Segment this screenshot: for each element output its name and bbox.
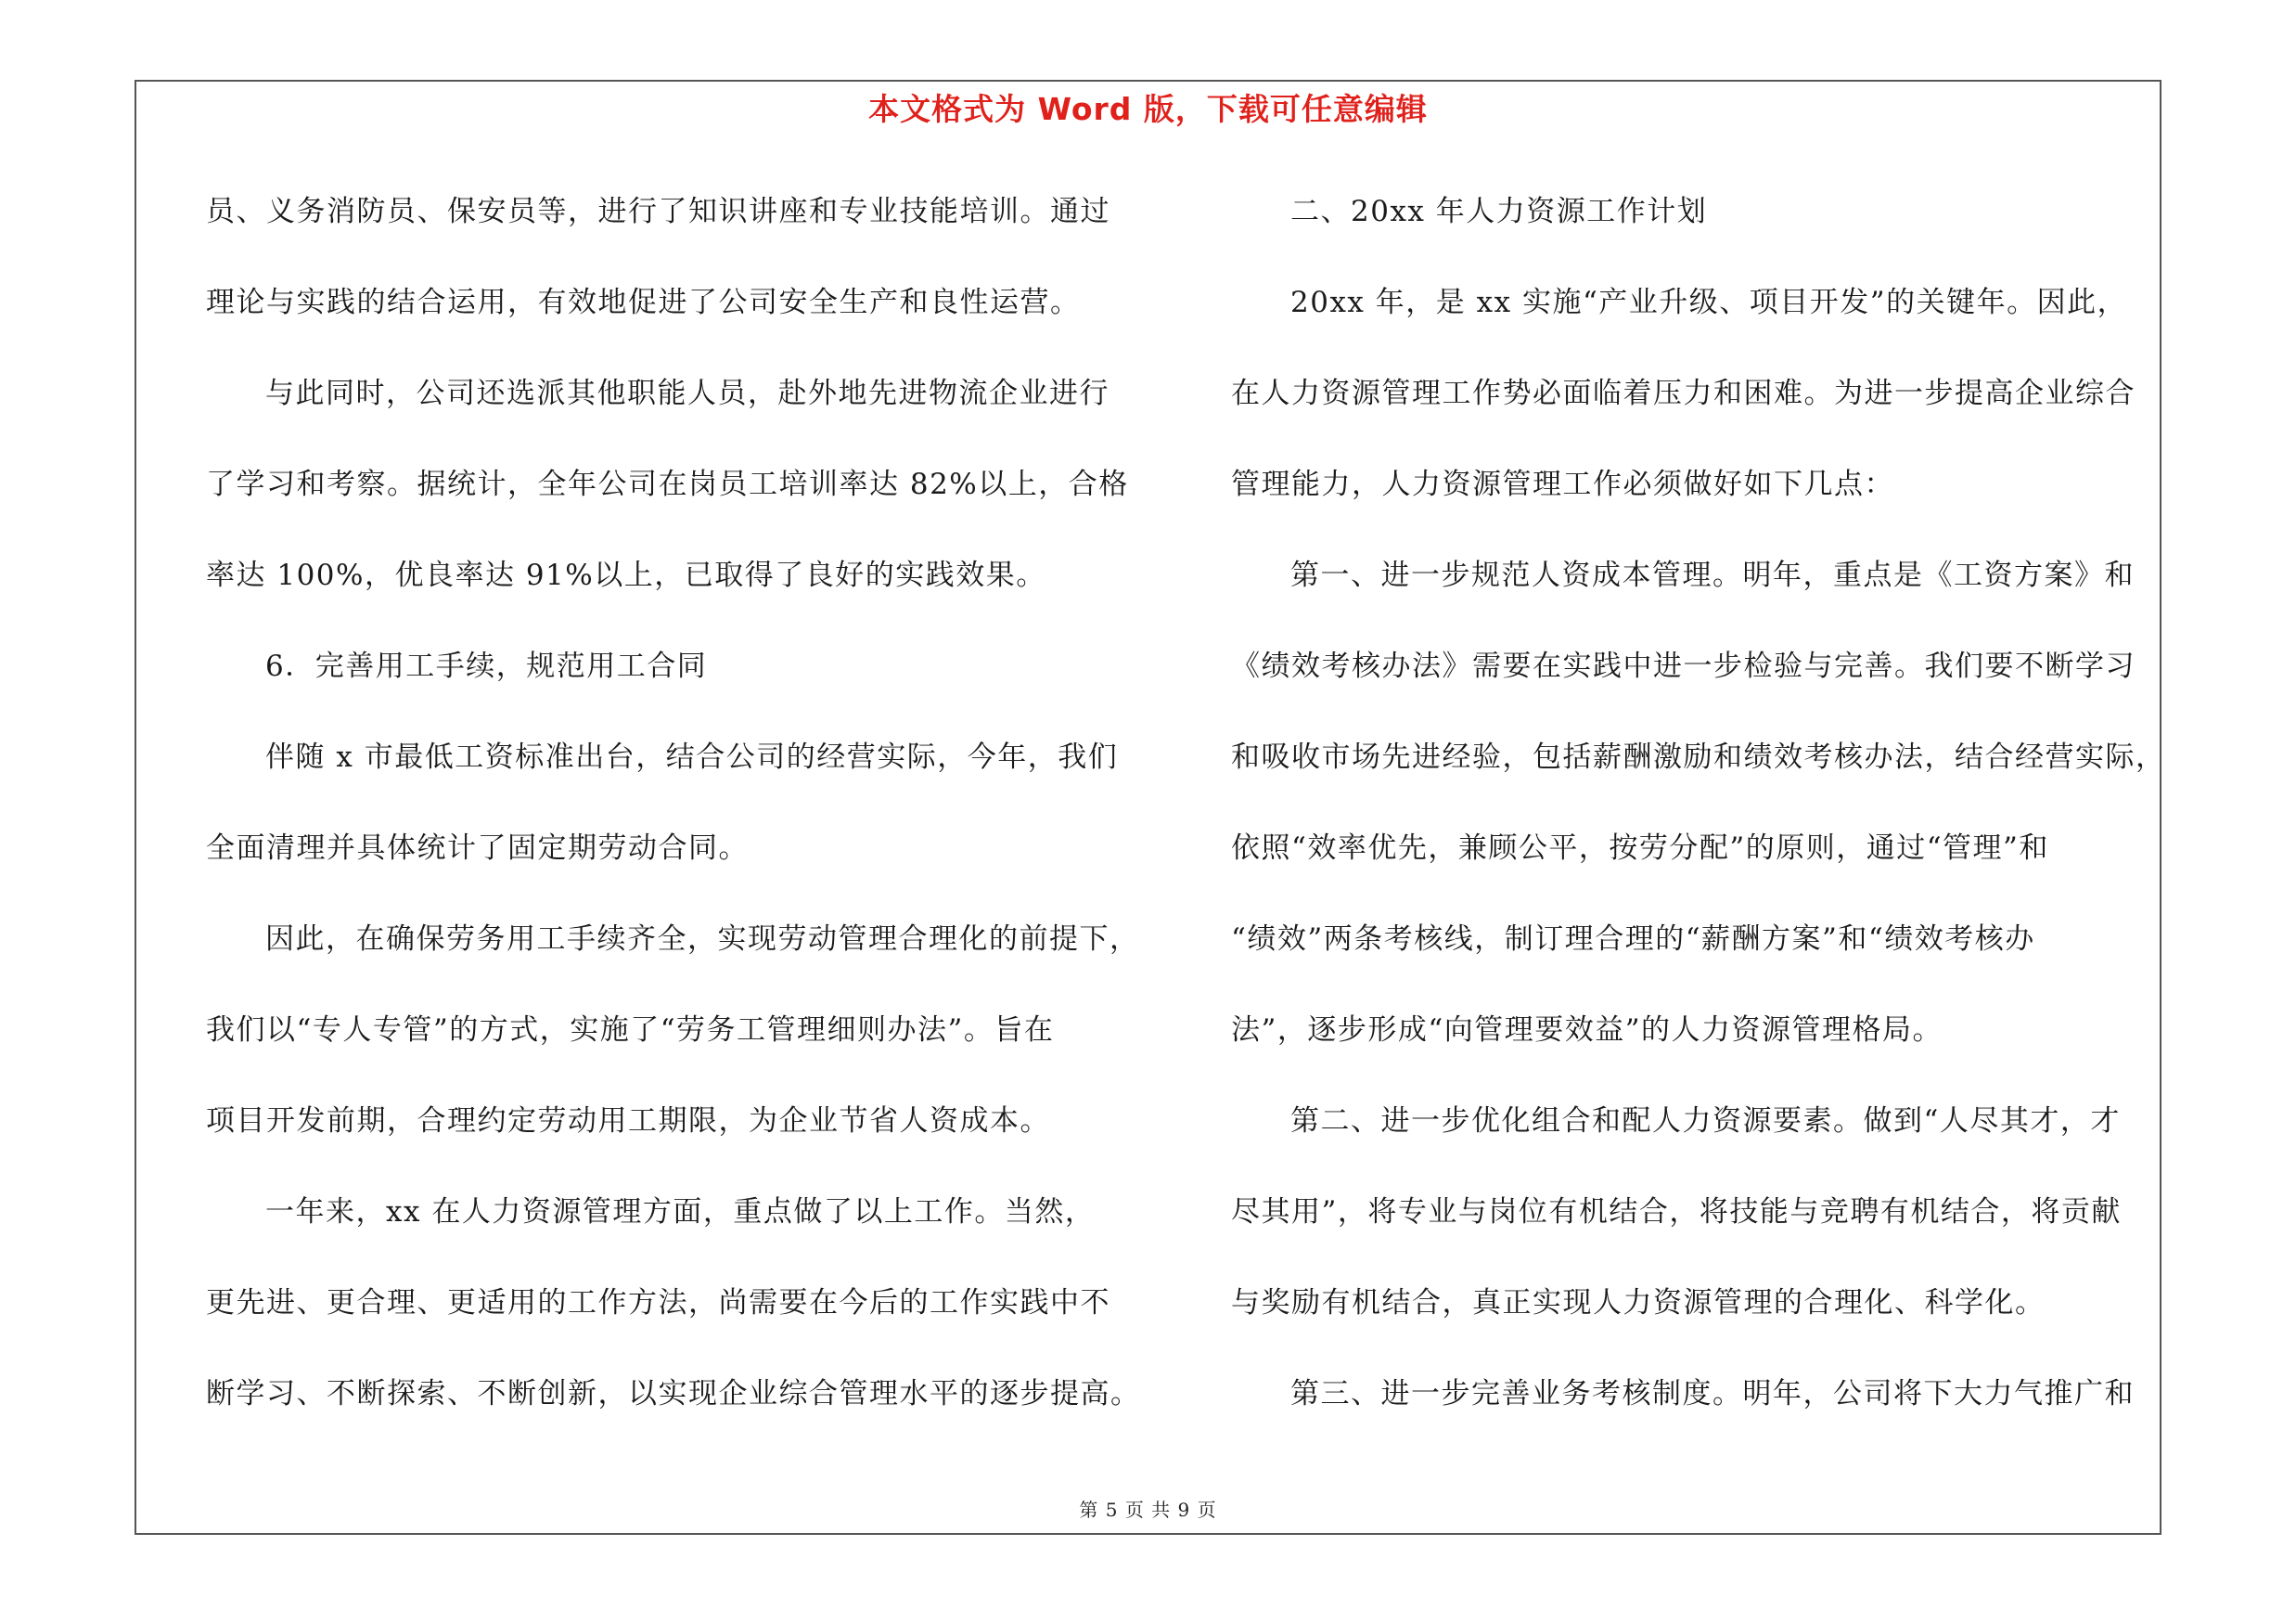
text-line: 项目开发前期，合理约定劳动用工期限，为企业节省人资成本。 <box>206 1104 1050 1138</box>
section-heading: 6．完善用工手续，规范用工合同 <box>265 650 708 683</box>
section-heading: 二、20xx 年人力资源工作计划 <box>1290 195 1708 228</box>
text-line: 法”，逐步形成“向管理要效益”的人力资源管理格局。 <box>1231 1013 1943 1047</box>
text-line: 与此同时，公司还选派其他职能人员，赴外地先进物流企业进行 <box>265 377 1110 410</box>
text-line: “绩效”两条考核线，制订理合理的“薪酬方案”和“绩效考核办 <box>1231 922 2035 956</box>
text-line: 理论与实践的结合运用，有效地促进了公司安全生产和良性运营。 <box>206 286 1081 319</box>
text-line: 《绩效考核办法》需要在实践中进一步检验与完善。我们要不断学习 <box>1231 650 2136 683</box>
text-line: 率达 100%，优良率达 91%以上，已取得了良好的实践效果。 <box>206 559 1046 592</box>
text-line: 更先进、更合理、更适用的工作方法，尚需要在今后的工作实践中不 <box>206 1286 1110 1320</box>
text-line: 和吸收市场先进经验，包括薪酬激励和绩效考核办法，结合经营实际， <box>1231 741 2166 774</box>
word-format-banner: 本文格式为 Word 版，下载可任意编辑 <box>868 91 1428 127</box>
left-column <box>206 182 1141 1455</box>
text-line: 20xx 年，是 xx 实施“产业升级、项目开发”的关键年。因此， <box>1290 286 2128 319</box>
text-line: 全面清理并具体统计了固定期劳动合同。 <box>206 831 749 865</box>
text-line: 在人力资源管理工作势必面临着压力和困难。为进一步提高企业综合 <box>1231 377 2136 410</box>
text-line: 一年来，xx 在人力资源管理方面，重点做了以上工作。当然， <box>265 1195 1096 1229</box>
text-line: 了学习和考察。据统计，全年公司在岗员工培训率达 82%以上，合格 <box>206 468 1129 501</box>
text-line: 管理能力，人力资源管理工作必须做好如下几点： <box>1231 468 1894 501</box>
text-line: 依照“效率优先，兼顾公平，按劳分配”的原则，通过“管理”和 <box>1231 831 2049 865</box>
text-line: 第二、进一步优化组合和配人力资源要素。做到“人尽其才，才 <box>1290 1104 2121 1138</box>
text-line: 与奖励有机结合，真正实现人力资源管理的合理化、科学化。 <box>1231 1286 2046 1320</box>
text-line: 因此，在确保劳务用工手续齐全，实现劳动管理合理化的前提下， <box>265 922 1140 956</box>
text-line: 尽其用”，将专业与岗位有机结合，将技能与竞聘有机结合，将贡献 <box>1231 1195 2122 1229</box>
text-line: 伴随 x 市最低工资标准出台，结合公司的经营实际，今年，我们 <box>265 741 1119 774</box>
text-line: 员、义务消防员、保安员等，进行了知识讲座和专业技能培训。通过 <box>206 195 1110 228</box>
text-line: 断学习、不断探索、不断创新，以实现企业综合管理水平的逐步提高。 <box>206 1377 1141 1410</box>
text-line: 我们以“专人专管”的方式，实施了“劳务工管理细则办法”。旨在 <box>206 1013 1055 1047</box>
page-number-footer: 第 5 页 共 9 页 <box>1079 1499 1217 1521</box>
right-column <box>1231 182 2166 1455</box>
text-line: 第三、进一步完善业务考核制度。明年，公司将下大力气推广和 <box>1290 1377 2135 1410</box>
text-line: 第一、进一步规范人资成本管理。明年，重点是《工资方案》和 <box>1290 559 2135 592</box>
